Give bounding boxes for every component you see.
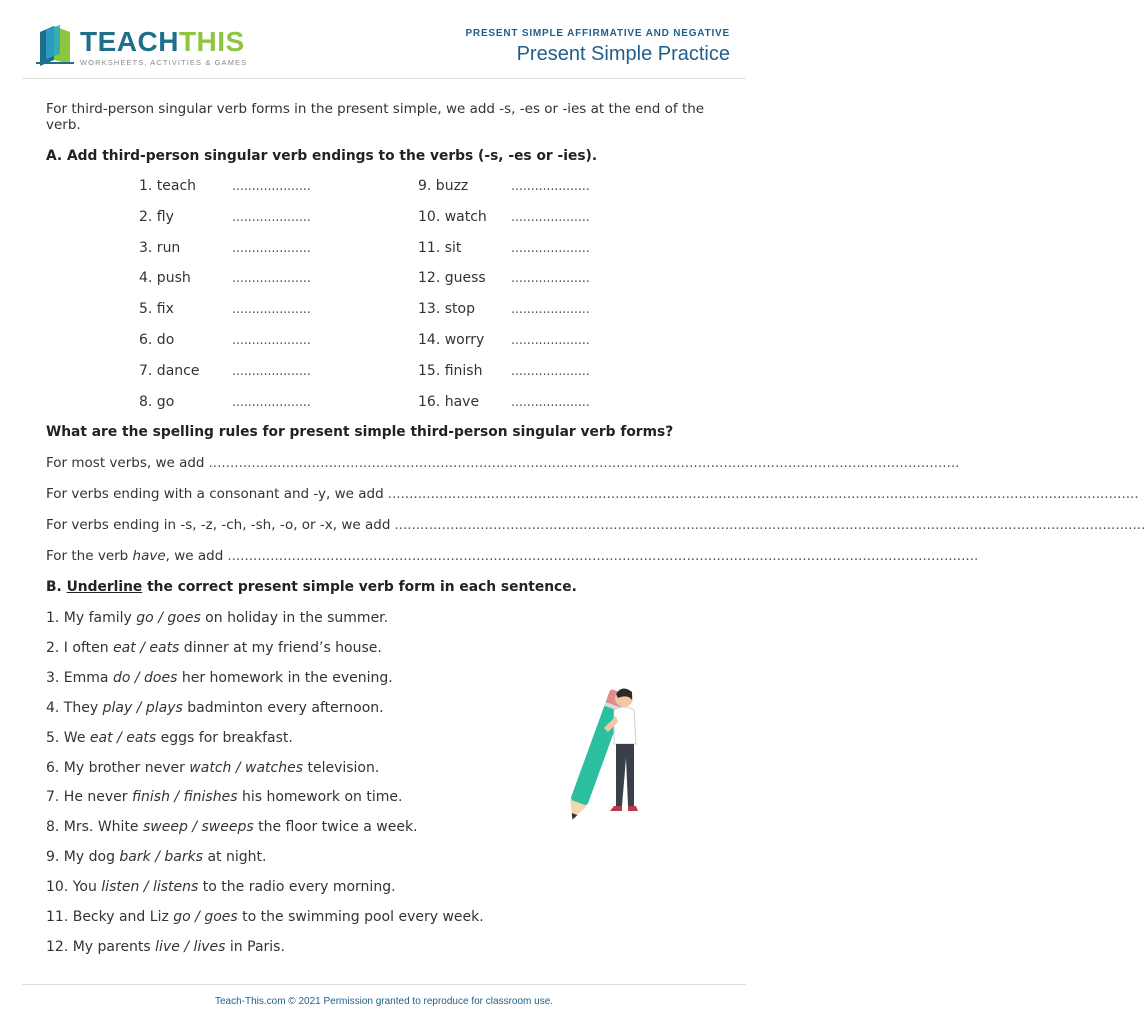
verb-option[interactable]: eats	[126, 729, 157, 746]
spelling-rules-heading: What are the spelling rules for present simple third-person singular verb forms?	[46, 424, 674, 440]
sentence-text: 6. My brother never	[46, 759, 190, 776]
verb-item: 11. sit	[418, 239, 462, 256]
answer-blank[interactable]: ....................	[511, 209, 590, 225]
verb-item: 14. worry	[418, 332, 485, 348]
sentence-text: 5. We	[46, 729, 90, 746]
answer-blank[interactable]: ....................	[511, 271, 590, 287]
heading-rest: the correct present simple verb form in each sentence.	[142, 579, 577, 595]
verb-item: 13. stop	[418, 301, 475, 318]
sentence-item	[46, 879, 396, 895]
sentence-item	[46, 909, 484, 925]
logo-part-1: TEACH	[80, 26, 179, 57]
sentence-item	[46, 670, 393, 686]
option-separator: /	[135, 639, 150, 656]
spelling-rule-label: For most verbs, we add	[46, 455, 205, 471]
verb-option[interactable]: goes	[204, 909, 238, 925]
sentence-item	[46, 700, 384, 716]
option-separator: /	[187, 819, 202, 836]
answer-blank[interactable]: ....................	[232, 333, 311, 348]
option-separator: /	[179, 938, 194, 955]
sentence-item	[46, 849, 266, 865]
heading-underlined-word: Underline	[66, 579, 143, 595]
sentence-text: 7. He never	[46, 789, 132, 806]
spelling-rule-label: For verbs ending with a consonant and -y, we add	[46, 486, 384, 502]
verb-option[interactable]: plays	[145, 699, 183, 716]
verb-item: 10. watch	[418, 208, 487, 225]
copyright-footer: Teach-This.com © 2021 Permission granted to reproduce for classroom use.	[214, 996, 554, 1007]
verb-item: 5. fix	[139, 301, 174, 318]
answer-blank[interactable]: ....................	[511, 394, 590, 410]
spelling-rule-line	[46, 455, 960, 471]
answer-blank[interactable]: ....................	[232, 179, 311, 194]
spelling-rule-line	[46, 517, 1145, 533]
answer-blank[interactable]: ....................	[232, 271, 311, 287]
worksheet-title: Present Simple Practice	[516, 43, 730, 65]
sentence-text: 12. My parents	[46, 938, 156, 955]
verb-option[interactable]: go	[136, 610, 154, 626]
verb-item: 12. guess	[418, 270, 486, 287]
sentence-item	[46, 789, 402, 805]
answer-blank[interactable]: ....................	[511, 333, 590, 348]
sentence-text: 2. I often	[46, 639, 114, 656]
verb-option[interactable]: eats	[149, 639, 180, 656]
verb-option[interactable]: listen	[101, 879, 140, 896]
verb-option[interactable]: do	[112, 669, 131, 686]
verb-option[interactable]: play	[102, 699, 133, 716]
verb-option[interactable]: bark	[119, 849, 151, 866]
sentence-item	[46, 760, 379, 776]
verb-option[interactable]: barks	[164, 849, 204, 866]
verb-option[interactable]: eat	[89, 729, 113, 746]
answer-blank[interactable]: ....................	[232, 363, 311, 379]
verb-option[interactable]: go	[173, 909, 191, 925]
verb-option[interactable]: watch	[189, 759, 232, 776]
spelling-rule-line	[46, 486, 1139, 502]
verb-option[interactable]: does	[144, 669, 178, 686]
answer-blank[interactable]: ...............................................................................................................................................................................	[394, 517, 1145, 533]
verb-item: 1. teach	[139, 178, 197, 194]
verb-item: 8. go	[139, 393, 175, 410]
worksheet-subtitle: PRESENT SIMPLE AFFIRMATIVE AND NEGATIVE	[465, 28, 730, 39]
girl-with-pencil-illustration	[556, 678, 656, 838]
sentence-item	[46, 819, 418, 835]
verb-option[interactable]: live	[155, 938, 180, 955]
option-separator: /	[153, 610, 168, 626]
verb-item: 6. do	[139, 332, 175, 348]
footer-divider	[22, 984, 746, 985]
verb-item: 7. dance	[139, 362, 200, 379]
answer-blank[interactable]: ...............................................................................................................................................................................	[387, 486, 1139, 502]
answer-blank[interactable]: ....................	[232, 394, 311, 410]
sentence-text: the floor twice a week.	[253, 819, 418, 836]
sentence-text: eggs for breakfast.	[156, 729, 293, 746]
sentence-item	[46, 640, 382, 656]
section-a-heading: A. Add third-person singular verb endings to the verbs (-s, -es or -ies).	[46, 148, 598, 164]
verb-option[interactable]: sweep	[143, 819, 188, 836]
brand-logo-text	[80, 26, 245, 58]
verb-option[interactable]: listens	[152, 879, 199, 896]
sentence-item	[46, 939, 285, 955]
spelling-rule-label	[46, 548, 223, 564]
answer-blank[interactable]: ...............................................................................................................................................................................	[208, 455, 960, 471]
sentence-text: 8. Mrs. White	[46, 819, 143, 836]
sentence-text: on holiday in the summer.	[200, 610, 389, 626]
sentence-text: to the radio every morning.	[198, 879, 396, 896]
label-text: For the verb	[46, 548, 133, 564]
answer-blank[interactable]: ...............................................................................................................................................................................	[227, 548, 979, 564]
sentence-text: badminton every afternoon.	[182, 699, 384, 716]
label-text: , we add	[165, 548, 224, 564]
verb-option[interactable]: sweeps	[201, 819, 254, 836]
sentence-text: her homework in the evening.	[177, 669, 393, 686]
header-divider	[22, 78, 746, 79]
sentence-text: 9. My dog	[46, 849, 120, 866]
option-separator: /	[112, 729, 127, 746]
intro-paragraph: For third-person singular verb forms in the present simple, we add -s, -es or -ies at the end of the verb.	[46, 101, 705, 133]
verb-option[interactable]: eat	[113, 639, 136, 656]
section-b-heading	[46, 579, 577, 595]
verb-option[interactable]: finishes	[183, 789, 238, 806]
sentence-text: television.	[303, 759, 380, 776]
answer-blank[interactable]: ....................	[511, 363, 590, 379]
answer-blank[interactable]: ....................	[511, 179, 590, 194]
sentence-text: in Paris.	[225, 938, 285, 955]
answer-blank[interactable]: ....................	[511, 240, 590, 256]
book-logo-icon	[36, 24, 76, 68]
sentence-item	[46, 610, 388, 626]
sentence-text: to the swimming pool every week.	[237, 909, 484, 925]
logo-tagline: WORKSHEETS, ACTIVITIES & GAMES	[80, 58, 248, 67]
sentence-text: at night.	[203, 849, 267, 866]
sentence-text: dinner at my friend’s house.	[179, 639, 382, 656]
verb-item: 3. run	[139, 239, 181, 256]
sentence-text: 11. Becky and Liz	[46, 909, 174, 925]
option-separator: /	[190, 909, 205, 925]
option-separator: /	[130, 669, 145, 686]
answer-blank[interactable]: ....................	[511, 302, 590, 318]
option-separator: /	[169, 789, 184, 806]
verb-option[interactable]: lives	[193, 938, 226, 955]
verb-option[interactable]: finish	[132, 789, 170, 806]
sentence-text: 10. You	[46, 879, 102, 896]
sentence-item	[46, 730, 293, 746]
sentence-text: his homework on time.	[237, 789, 403, 806]
option-separator: /	[139, 879, 153, 896]
verb-item: 2. fly	[139, 208, 174, 225]
verb-item: 4. push	[139, 270, 191, 287]
sentence-text: 4. They	[46, 699, 103, 716]
option-separator: /	[132, 699, 146, 716]
verb-option[interactable]: goes	[167, 610, 201, 626]
verb-option[interactable]: watches	[245, 759, 304, 776]
answer-blank[interactable]: ....................	[232, 209, 311, 225]
answer-blank[interactable]: ....................	[232, 302, 311, 318]
spelling-rule-line	[46, 548, 979, 564]
heading-prefix: B.	[46, 579, 67, 595]
logo-part-2: THIS	[178, 26, 245, 57]
sentence-text: 3. Emma	[46, 669, 113, 686]
sentence-text: 1. My family	[46, 610, 137, 626]
verb-item: 9. buzz	[418, 178, 469, 194]
option-separator: /	[150, 849, 165, 866]
verb-item: 16. have	[418, 393, 480, 410]
label-emphasis: have	[132, 548, 166, 564]
option-separator: /	[231, 759, 246, 776]
verb-item: 15. finish	[418, 362, 483, 379]
answer-blank[interactable]: ....................	[232, 240, 311, 256]
spelling-rule-label: For verbs ending in -s, -z, -ch, -sh, -o, or -x, we add	[46, 517, 391, 533]
